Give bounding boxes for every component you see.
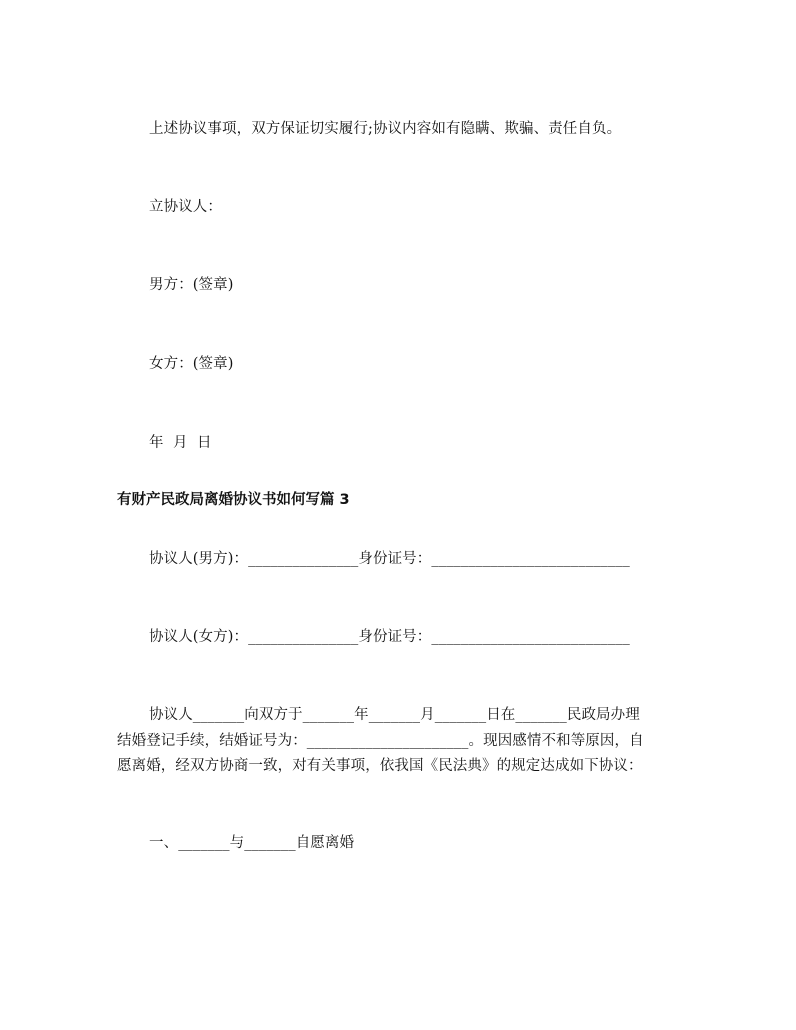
male-party-line: 协议人(男方)：_______________身份证号：___________________________	[149, 551, 630, 567]
section-heading: 有财产民政局离婚协议书如何写篇 3	[117, 492, 350, 508]
parties-label: 立协议人：	[149, 199, 222, 215]
male-signature-line: 男方：(签章)	[149, 277, 234, 293]
date-line: 年 月 日	[149, 435, 212, 451]
female-party-line: 协议人(女方)：_______________身份证号：___________________________	[149, 629, 630, 645]
agreement-body-line-3: 愿离婚，经双方协商一致，对有关事项，依我国《民法典》的规定达成如下协议：	[117, 758, 643, 774]
agreement-body-line-2: 结婚登记手续，结婚证号为：______________________。现因感情不和等原因，自	[117, 733, 644, 749]
clause-one: 一、_______与_______自愿离婚	[149, 835, 355, 851]
commitment-paragraph: 上述协议事项，双方保证切实履行;协议内容如有隐瞒、欺骗、责任自负。	[149, 121, 622, 137]
female-signature-line: 女方：(签章)	[149, 356, 234, 372]
agreement-body-line-1: 协议人_______向双方于_______年_______月_______日在_______民政局办理	[149, 707, 640, 723]
